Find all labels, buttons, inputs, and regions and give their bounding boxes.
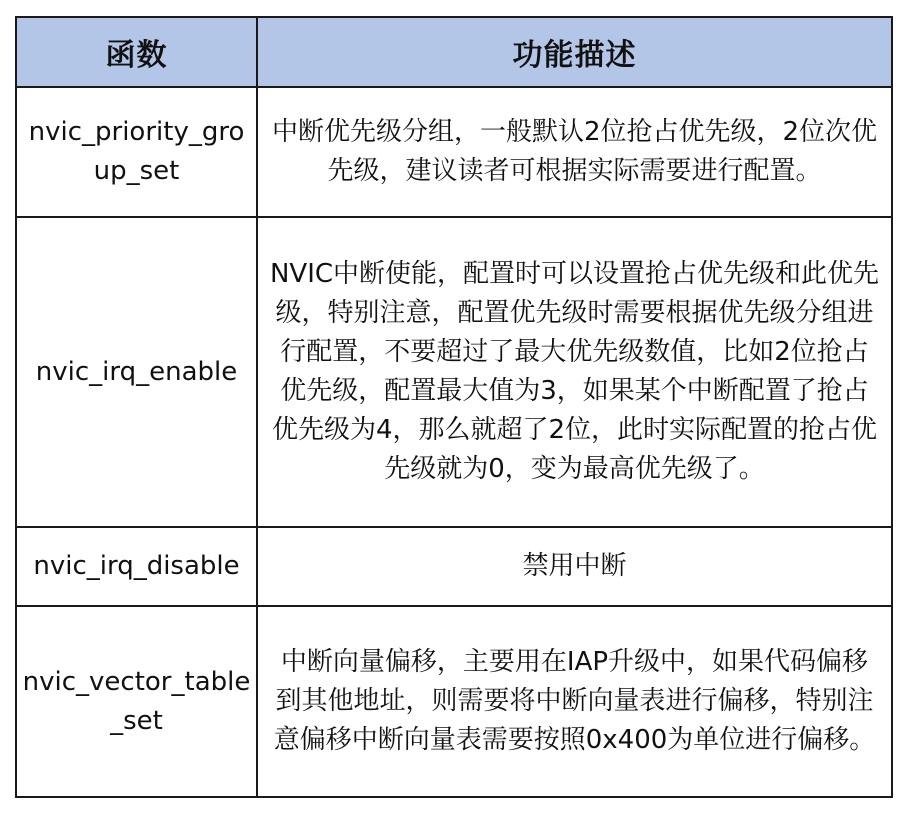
table-header-row	[16, 17, 892, 87]
function-table-container	[15, 16, 891, 798]
header-description: 功能描述	[257, 17, 892, 87]
function-table	[15, 16, 893, 798]
cell-description: 禁用中断	[257, 527, 892, 606]
table-row	[16, 87, 892, 217]
table-row	[16, 217, 892, 527]
cell-description: NVIC中断使能，配置时可以设置抢占优先级和此优先级，特别注意，配置优先级时需要根据优先级分组进行配置，不要超过了最大优先级数值，比如2位抢占优先级，配置最大值为3，如果某个中断配置了抢占优先级为4，那么就超了2位，此时实际配置的抢占优先级就为0，变为最高优先级了。	[257, 217, 892, 527]
cell-function: nvic_irq_disable	[16, 527, 257, 606]
cell-description: 中断向量偏移，主要用在IAP升级中，如果代码偏移到其他地址，则需要将中断向量表进行偏移，特别注意偏移中断向量表需要按照0x400为单位进行偏移。	[257, 606, 892, 797]
cell-function: nvic_vector_table_set	[16, 606, 257, 797]
cell-description: 中断优先级分组，一般默认2位抢占优先级，2位次优先级，建议读者可根据实际需要进行配置。	[257, 87, 892, 217]
cell-function: nvic_irq_enable	[16, 217, 257, 527]
table-row	[16, 606, 892, 797]
cell-function: nvic_priority_group_set	[16, 87, 257, 217]
table-row	[16, 527, 892, 606]
header-function: 函数	[16, 17, 257, 87]
